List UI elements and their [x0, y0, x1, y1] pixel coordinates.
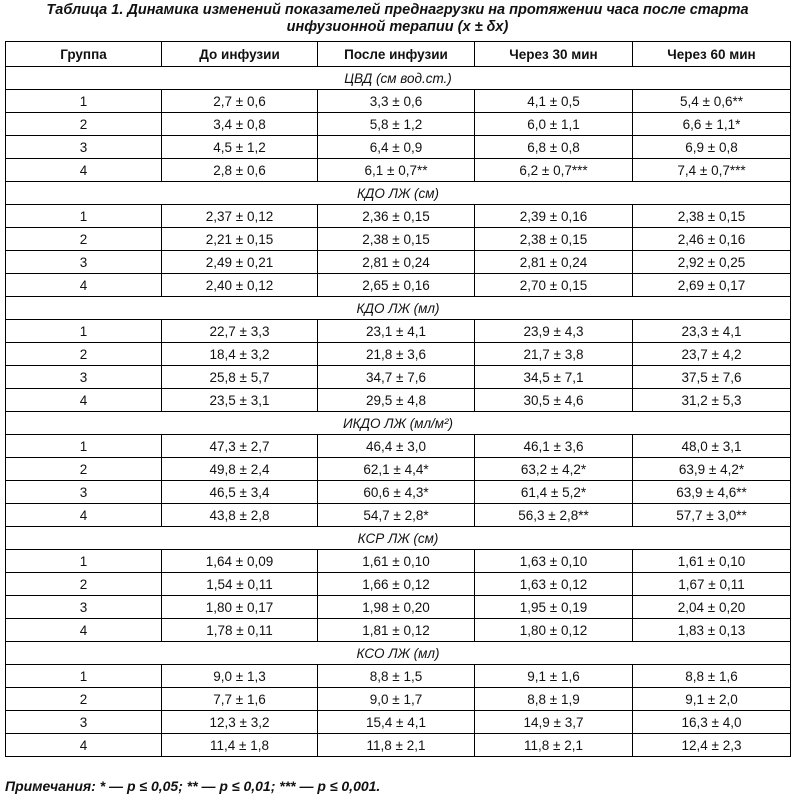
value-cell: 1,63 ± 0,12: [475, 573, 633, 596]
value-cell: 1,80 ± 0,17: [162, 596, 318, 619]
value-cell: 2,7 ± 0,6: [162, 90, 318, 113]
value-cell: 6,6 ± 1,1*: [633, 113, 791, 136]
value-cell: 25,8 ± 5,7: [162, 366, 318, 389]
header-after-30-min: Через 30 мин: [475, 42, 633, 67]
value-cell: 49,8 ± 2,4: [162, 458, 318, 481]
table-row: [6, 343, 791, 366]
group-cell: 2: [6, 228, 162, 251]
header-after-60-min: Через 60 мин: [633, 42, 791, 67]
value-cell: 46,4 ± 3,0: [318, 435, 475, 458]
table-row: [6, 596, 791, 619]
table-row: [6, 435, 791, 458]
table-row: [6, 458, 791, 481]
value-cell: 6,0 ± 1,1: [475, 113, 633, 136]
value-cell: 30,5 ± 4,6: [475, 389, 633, 412]
value-cell: 2,65 ± 0,16: [318, 274, 475, 297]
group-cell: 1: [6, 90, 162, 113]
group-cell: 1: [6, 435, 162, 458]
value-cell: 1,66 ± 0,12: [318, 573, 475, 596]
table-row: [6, 688, 791, 711]
value-cell: 21,8 ± 3,6: [318, 343, 475, 366]
value-cell: 6,1 ± 0,7**: [318, 159, 475, 182]
value-cell: 2,8 ± 0,6: [162, 159, 318, 182]
value-cell: 46,1 ± 3,6: [475, 435, 633, 458]
group-cell: 2: [6, 113, 162, 136]
table-row: [6, 573, 791, 596]
value-cell: 34,5 ± 7,1: [475, 366, 633, 389]
value-cell: 21,7 ± 3,8: [475, 343, 633, 366]
value-cell: 4,1 ± 0,5: [475, 90, 633, 113]
section-title: КСР ЛЖ (см): [6, 527, 791, 550]
value-cell: 62,1 ± 4,4*: [318, 458, 475, 481]
table-row: [6, 619, 791, 642]
value-cell: 1,95 ± 0,19: [475, 596, 633, 619]
section-title: ЦВД (см вод.ст.): [6, 67, 791, 90]
table-row: [6, 366, 791, 389]
value-cell: 2,36 ± 0,15: [318, 205, 475, 228]
section-title: ИКДО ЛЖ (мл/м²): [6, 412, 791, 435]
table-header: [6, 42, 791, 67]
value-cell: 6,8 ± 0,8: [475, 136, 633, 159]
value-cell: 23,5 ± 3,1: [162, 389, 318, 412]
value-cell: 1,64 ± 0,09: [162, 550, 318, 573]
value-cell: 14,9 ± 3,7: [475, 711, 633, 734]
value-cell: 23,7 ± 4,2: [633, 343, 791, 366]
table-row: [6, 389, 791, 412]
value-cell: 2,38 ± 0,15: [475, 228, 633, 251]
group-cell: 3: [6, 711, 162, 734]
value-cell: 2,04 ± 0,20: [633, 596, 791, 619]
table-row: [6, 734, 791, 757]
value-cell: 12,4 ± 2,3: [633, 734, 791, 757]
value-cell: 47,3 ± 2,7: [162, 435, 318, 458]
value-cell: 3,3 ± 0,6: [318, 90, 475, 113]
group-cell: 3: [6, 366, 162, 389]
table-row: [6, 320, 791, 343]
value-cell: 2,70 ± 0,15: [475, 274, 633, 297]
table-caption-line-1: Таблица 1. Динамика изменений показателей преднагрузки на протяжении часа после старта: [46, 2, 749, 18]
section-title: КДО ЛЖ (см): [6, 182, 791, 205]
value-cell: 22,7 ± 3,3: [162, 320, 318, 343]
value-cell: 4,5 ± 1,2: [162, 136, 318, 159]
group-cell: 3: [6, 596, 162, 619]
value-cell: 43,8 ± 2,8: [162, 504, 318, 527]
header-before-infusion: До инфузии: [162, 42, 318, 67]
value-cell: 1,61 ± 0,10: [318, 550, 475, 573]
group-cell: 1: [6, 665, 162, 688]
section-row: [6, 642, 791, 665]
value-cell: 6,9 ± 0,8: [633, 136, 791, 159]
table-row: [6, 711, 791, 734]
section-row: [6, 527, 791, 550]
value-cell: 18,4 ± 3,2: [162, 343, 318, 366]
table-row: [6, 136, 791, 159]
value-cell: 1,61 ± 0,10: [633, 550, 791, 573]
table-row: [6, 228, 791, 251]
value-cell: 11,4 ± 1,8: [162, 734, 318, 757]
value-cell: 54,7 ± 2,8*: [318, 504, 475, 527]
value-cell: 6,2 ± 0,7***: [475, 159, 633, 182]
value-cell: 16,3 ± 4,0: [633, 711, 791, 734]
section-row: [6, 182, 791, 205]
table-row: [6, 251, 791, 274]
section-title: КДО ЛЖ (мл): [6, 297, 791, 320]
value-cell: 34,7 ± 7,6: [318, 366, 475, 389]
value-cell: 1,78 ± 0,11: [162, 619, 318, 642]
value-cell: 7,4 ± 0,7***: [633, 159, 791, 182]
value-cell: 1,80 ± 0,12: [475, 619, 633, 642]
value-cell: 2,69 ± 0,17: [633, 274, 791, 297]
value-cell: 2,38 ± 0,15: [633, 205, 791, 228]
value-cell: 31,2 ± 5,3: [633, 389, 791, 412]
table-row: [6, 205, 791, 228]
table-note: Примечания: * — p ≤ 0,05; ** — p ≤ 0,01; *** — p ≤ 0,001.: [5, 778, 381, 794]
value-cell: 1,81 ± 0,12: [318, 619, 475, 642]
value-cell: 5,4 ± 0,6**: [633, 90, 791, 113]
value-cell: 23,1 ± 4,1: [318, 320, 475, 343]
table-row: [6, 550, 791, 573]
value-cell: 2,81 ± 0,24: [318, 251, 475, 274]
value-cell: 1,54 ± 0,11: [162, 573, 318, 596]
value-cell: 9,1 ± 2,0: [633, 688, 791, 711]
group-cell: 1: [6, 320, 162, 343]
value-cell: 57,7 ± 3,0**: [633, 504, 791, 527]
value-cell: 8,8 ± 1,9: [475, 688, 633, 711]
header-group: Группа: [6, 42, 162, 67]
group-cell: 1: [6, 550, 162, 573]
group-cell: 3: [6, 481, 162, 504]
group-cell: 3: [6, 251, 162, 274]
section-row: [6, 412, 791, 435]
value-cell: 29,5 ± 4,8: [318, 389, 475, 412]
section-title: КСО ЛЖ (мл): [6, 642, 791, 665]
value-cell: 56,3 ± 2,8**: [475, 504, 633, 527]
table-row: [6, 274, 791, 297]
value-cell: 7,7 ± 1,6: [162, 688, 318, 711]
group-cell: 2: [6, 573, 162, 596]
table-row: [6, 481, 791, 504]
value-cell: 6,4 ± 0,9: [318, 136, 475, 159]
table-row: [6, 90, 791, 113]
section-row: [6, 297, 791, 320]
value-cell: 1,67 ± 0,11: [633, 573, 791, 596]
value-cell: 12,3 ± 3,2: [162, 711, 318, 734]
value-cell: 1,98 ± 0,20: [318, 596, 475, 619]
value-cell: 2,40 ± 0,12: [162, 274, 318, 297]
section-row: [6, 67, 791, 90]
value-cell: 1,63 ± 0,10: [475, 550, 633, 573]
value-cell: 2,46 ± 0,16: [633, 228, 791, 251]
header-row: [6, 42, 791, 67]
value-cell: 2,92 ± 0,25: [633, 251, 791, 274]
value-cell: 11,8 ± 2,1: [318, 734, 475, 757]
table-caption: [0, 2, 795, 36]
value-cell: 2,81 ± 0,24: [475, 251, 633, 274]
group-cell: 4: [6, 619, 162, 642]
value-cell: 48,0 ± 3,1: [633, 435, 791, 458]
group-cell: 1: [6, 205, 162, 228]
value-cell: 2,49 ± 0,21: [162, 251, 318, 274]
value-cell: 2,38 ± 0,15: [318, 228, 475, 251]
value-cell: 60,6 ± 4,3*: [318, 481, 475, 504]
value-cell: 11,8 ± 2,1: [475, 734, 633, 757]
table-row: [6, 113, 791, 136]
value-cell: 2,37 ± 0,12: [162, 205, 318, 228]
value-cell: 8,8 ± 1,6: [633, 665, 791, 688]
group-cell: 2: [6, 688, 162, 711]
group-cell: 2: [6, 458, 162, 481]
table-row: [6, 665, 791, 688]
table-body: [6, 67, 791, 757]
data-table: [5, 41, 791, 757]
group-cell: 3: [6, 136, 162, 159]
group-cell: 4: [6, 274, 162, 297]
value-cell: 15,4 ± 4,1: [318, 711, 475, 734]
group-cell: 4: [6, 504, 162, 527]
value-cell: 2,21 ± 0,15: [162, 228, 318, 251]
value-cell: 23,3 ± 4,1: [633, 320, 791, 343]
header-after-infusion: После инфузии: [318, 42, 475, 67]
value-cell: 63,9 ± 4,6**: [633, 481, 791, 504]
value-cell: 63,9 ± 4,2*: [633, 458, 791, 481]
value-cell: 61,4 ± 5,2*: [475, 481, 633, 504]
value-cell: 8,8 ± 1,5: [318, 665, 475, 688]
table-row: [6, 504, 791, 527]
table-caption-line-2: инфузионной терапии (x ± δx): [286, 19, 509, 35]
value-cell: 9,1 ± 1,6: [475, 665, 633, 688]
value-cell: 9,0 ± 1,7: [318, 688, 475, 711]
table-row: [6, 159, 791, 182]
value-cell: 46,5 ± 3,4: [162, 481, 318, 504]
value-cell: 5,8 ± 1,2: [318, 113, 475, 136]
group-cell: 4: [6, 734, 162, 757]
value-cell: 3,4 ± 0,8: [162, 113, 318, 136]
value-cell: 63,2 ± 4,2*: [475, 458, 633, 481]
group-cell: 4: [6, 389, 162, 412]
value-cell: 2,39 ± 0,16: [475, 205, 633, 228]
group-cell: 2: [6, 343, 162, 366]
group-cell: 4: [6, 159, 162, 182]
value-cell: 23,9 ± 4,3: [475, 320, 633, 343]
value-cell: 9,0 ± 1,3: [162, 665, 318, 688]
value-cell: 37,5 ± 7,6: [633, 366, 791, 389]
value-cell: 1,83 ± 0,13: [633, 619, 791, 642]
